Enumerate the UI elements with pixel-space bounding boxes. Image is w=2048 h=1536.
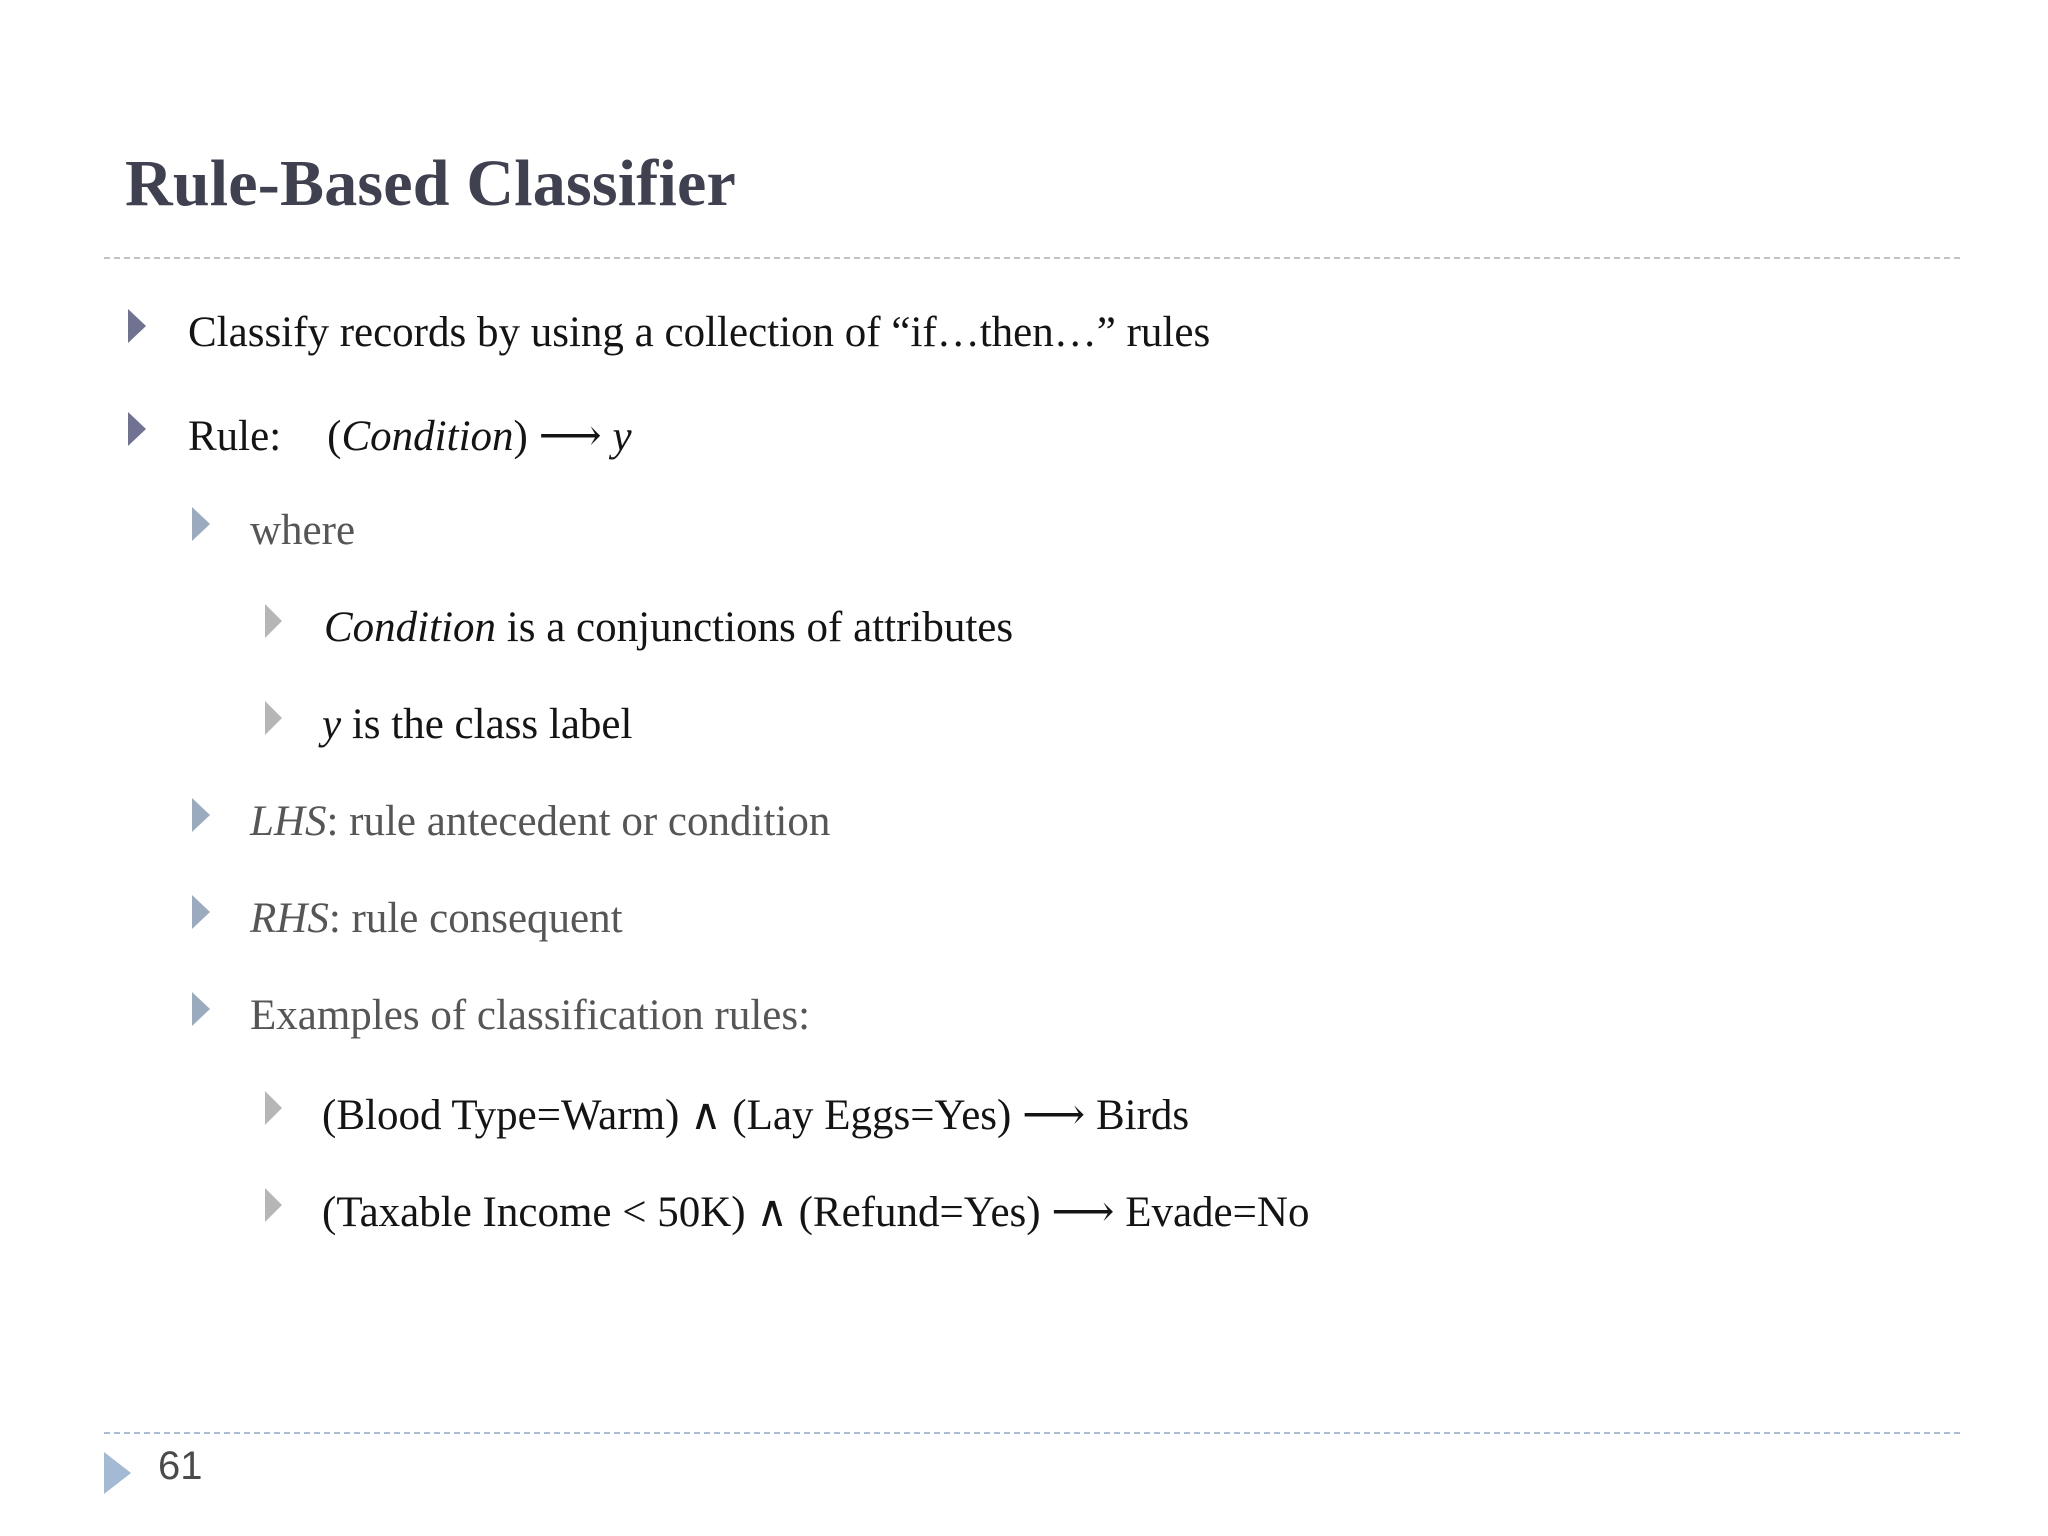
triangle-bullet-icon	[128, 309, 146, 343]
triangle-bullet-icon	[192, 507, 210, 541]
rule-close-paren: )	[513, 413, 528, 460]
triangle-bullet-icon	[128, 412, 146, 446]
bullet-term: LHS	[250, 798, 327, 845]
bullet-text: where	[250, 507, 356, 554]
bullet-text: Examples of classification rules:	[250, 992, 811, 1039]
bullet-text	[324, 606, 1013, 649]
triangle-bullet-icon	[265, 1091, 282, 1125]
example-condition: (Blood Type=Warm) ∧ (Lay Eggs=Yes)	[322, 1092, 1023, 1139]
slide-title: Rule-Based Classifier	[125, 147, 736, 220]
example-condition: (Taxable Income < 50K) ∧ (Refund=Yes)	[322, 1189, 1052, 1236]
triangle-bullet-icon	[265, 701, 282, 735]
bullet-text	[250, 800, 830, 843]
example-result: Evade=No	[1114, 1189, 1310, 1236]
bullet-text	[250, 897, 623, 940]
bullet-rest: is a conjunctions of attributes	[496, 604, 1014, 651]
footer-divider	[104, 1432, 1960, 1434]
rule-open-paren: (	[327, 413, 342, 460]
rule-formula	[188, 410, 632, 461]
bullet-rest: : rule consequent	[328, 895, 623, 942]
bullet-rest: : rule antecedent or condition	[326, 798, 831, 845]
rule-arrow: ⟶	[538, 410, 602, 461]
rule-label: Rule:	[188, 413, 282, 460]
triangle-bullet-icon	[265, 604, 282, 638]
rule-condition: Condition	[341, 413, 514, 460]
page-number: 61	[158, 1444, 203, 1488]
bullet-text: Classify records by using a collection of “if…then…” rules	[188, 309, 1211, 356]
bullet-term: y	[322, 701, 342, 748]
triangle-bullet-icon	[192, 992, 210, 1026]
triangle-footer-icon	[104, 1452, 131, 1494]
triangle-bullet-icon	[192, 895, 210, 929]
example-arrow: ⟶	[1022, 1089, 1086, 1140]
bullet-text	[322, 703, 632, 746]
bullet-term: Condition	[324, 604, 497, 651]
example-arrow: ⟶	[1051, 1186, 1115, 1237]
bullet-text	[322, 1089, 1190, 1140]
rule-target: y	[612, 413, 632, 460]
bullet-term: RHS	[250, 895, 329, 942]
bullet-text	[322, 1186, 1310, 1237]
example-result: Birds	[1085, 1092, 1190, 1139]
bullet-rest: is the class label	[341, 701, 633, 748]
triangle-bullet-icon	[265, 1188, 282, 1222]
triangle-bullet-icon	[192, 798, 210, 832]
title-divider	[104, 257, 1960, 259]
